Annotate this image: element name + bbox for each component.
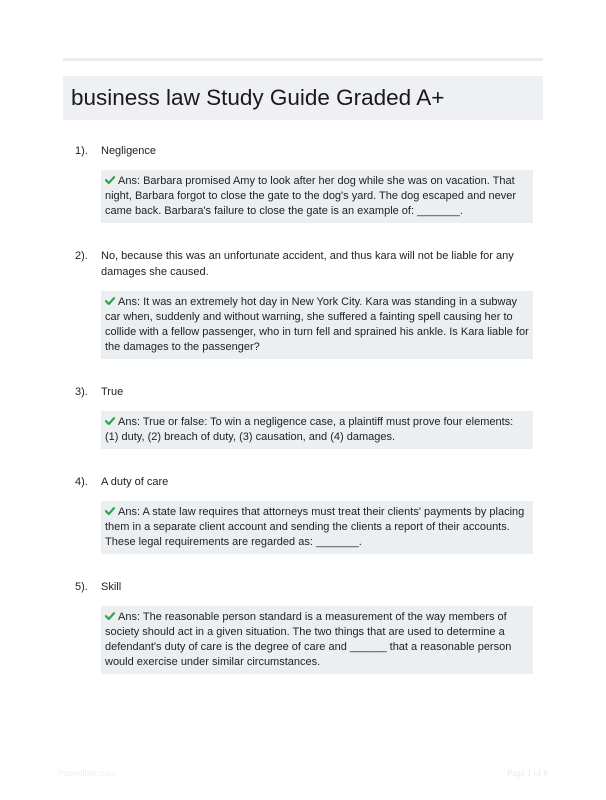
- item-term: Negligence: [101, 145, 157, 157]
- item-term: Skill: [101, 581, 122, 593]
- answer-box: [101, 291, 533, 359]
- answer-box: [101, 411, 533, 449]
- page-title: business law Study Guide Graded A+: [71, 85, 445, 110]
- check-icon: [105, 175, 115, 185]
- item-number: 2).: [75, 250, 88, 262]
- item-number: 4).: [75, 476, 88, 488]
- answer-prefix: Ans:: [118, 175, 141, 187]
- answer-text: True or false: To win a negligence case, a plaintiff must prove four elements: (1) duty, (2) breach of duty, (3) causation, and (4) damages.: [105, 416, 514, 443]
- answer-prefix: Ans:: [118, 611, 141, 623]
- qa-item: [63, 579, 543, 674]
- answer-box: [101, 170, 533, 223]
- qa-list: [63, 143, 543, 699]
- answer-text: Barbara promised Amy to look after her dog while she was on vacation. That night, Barbara forgot to close the gate to the dog's yard. The dog escaped and never came back. Barbara's failure to close the gate is an example of: _______.: [105, 175, 517, 217]
- check-icon: [105, 416, 115, 426]
- item-number: 3).: [75, 386, 88, 398]
- footer-watermark: Paperlibtic.com: [58, 768, 117, 778]
- item-term: A duty of care: [101, 476, 169, 488]
- check-icon: [105, 296, 115, 306]
- item-term: No, because this was an unfortunate accident, and thus kara will not be liable for any damages she caused.: [101, 250, 514, 278]
- check-icon: [105, 506, 115, 516]
- item-number: 5).: [75, 581, 88, 593]
- check-icon: [105, 611, 115, 621]
- title-banner: [63, 76, 543, 120]
- answer-text: A state law requires that attorneys must treat their clients' payments by placing them in a separate client account and sending the clients a report of their accounts. These legal requirements are regarded as: _______.: [105, 506, 525, 548]
- answer-prefix: Ans:: [118, 506, 141, 518]
- qa-item: [63, 248, 543, 359]
- answer-box: [101, 606, 533, 674]
- qa-item: [63, 384, 543, 449]
- answer-text: The reasonable person standard is a measurement of the way members of society should act in a given situation. The two things that are used to determine a defendant's duty of care is the degree of care and ______ that a reasonable person would exercise under similar circumstances.: [105, 611, 512, 668]
- item-term: True: [101, 386, 124, 398]
- answer-prefix: Ans:: [118, 416, 141, 428]
- item-number: 1).: [75, 145, 88, 157]
- page-number: Page 1 of 8: [507, 768, 548, 778]
- top-divider: [63, 58, 543, 61]
- qa-item: [63, 474, 543, 554]
- answer-box: [101, 501, 533, 554]
- answer-prefix: Ans:: [118, 296, 141, 308]
- qa-item: [63, 143, 543, 223]
- answer-text: It was an extremely hot day in New York City. Kara was standing in a subway car when, suddenly and without warning, she suffered a fainting spell causing her to collide with a fellow passenger, who in turn fell and sprained his ankle. Is Kara liable for the damages to the passenger?: [105, 296, 529, 353]
